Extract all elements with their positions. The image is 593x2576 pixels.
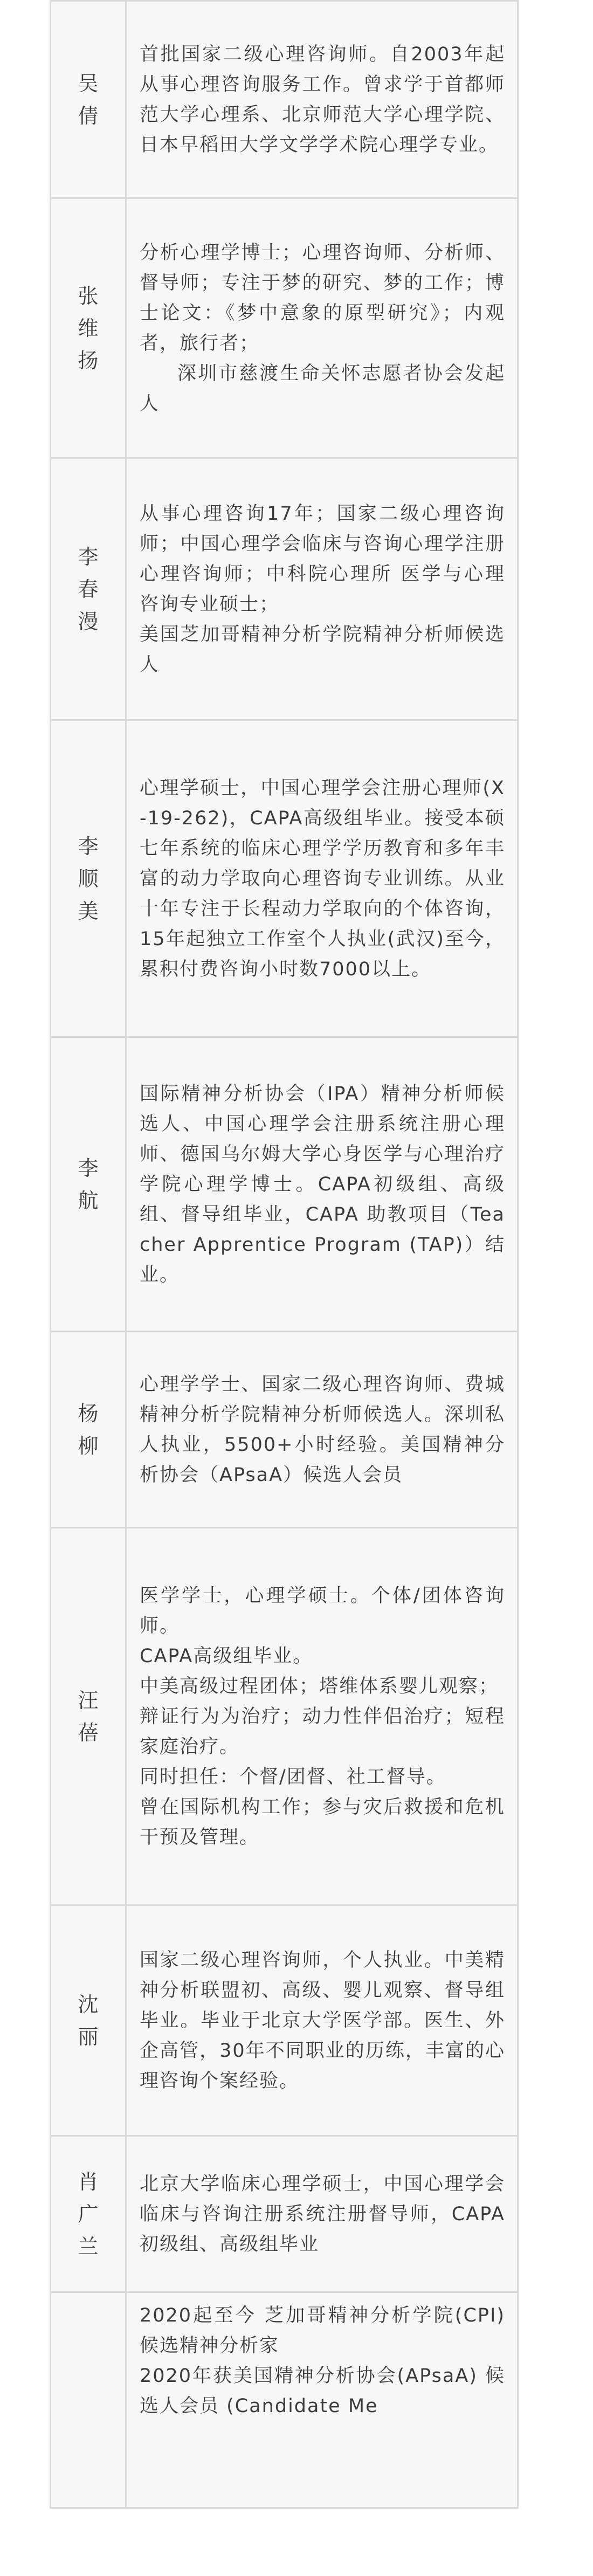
counselor-bio bbox=[126, 1037, 518, 1332]
counselor-row bbox=[51, 1905, 518, 2136]
counselor-name-char: 兰 bbox=[78, 2234, 99, 2258]
counselor-bio-paragraph: 心理学硕士，中国心理学会注册心理师(X-19-262)，CAPA高级组毕业。接受本硕七年系统的临床心理学学历教育和多年丰富的动力学取向心理咨询专业训练。从业十年专注于长程动力学取向的个体咨询，15年起独立工作室个人执业(武汉)至今，累积付费咨询小时数7000以上。 bbox=[140, 777, 505, 980]
counselor-bio bbox=[126, 1528, 518, 1905]
counselor-bio-paragraph: 心理学学士、国家二级心理咨询师、费城精神分析学院精神分析师候选人。深圳私人执业，5500+小时经验。美国精神分析协会（APsaA）候选人会员 bbox=[140, 1373, 505, 1486]
counselor-name-char: 顺 bbox=[78, 866, 99, 891]
counselor-row bbox=[51, 1528, 518, 1905]
counselor-row bbox=[51, 458, 518, 720]
counselor-row bbox=[51, 198, 518, 458]
counselor-bio bbox=[126, 720, 518, 1037]
counselor-table bbox=[50, 0, 519, 2509]
counselor-bio-paragraph: 医学学士，心理学硕士。个体/团体咨询师。 bbox=[140, 1585, 505, 1637]
counselor-name-char: 扬 bbox=[78, 348, 99, 373]
counselor-bio-paragraph: 北京大学临床心理学硕士，中国心理学会临床与咨询注册系统注册督导师，CAPA初级组、高级组毕业 bbox=[140, 2173, 505, 2255]
counselor-bio bbox=[126, 458, 518, 720]
counselor-bio-paragraph: 深圳市慈渡生命关怀志愿者协会发起人 bbox=[140, 362, 505, 415]
counselor-name bbox=[51, 1037, 126, 1332]
counselor-name bbox=[51, 458, 126, 720]
counselor-row bbox=[51, 2292, 518, 2508]
counselor-row bbox=[51, 2136, 518, 2292]
counselor-name-char: 杨 bbox=[78, 1401, 99, 1425]
counselor-table-grid bbox=[50, 0, 519, 2509]
counselor-bio bbox=[126, 2136, 518, 2292]
counselor-name-char: 李 bbox=[78, 1156, 99, 1180]
counselor-name-char: 航 bbox=[78, 1188, 99, 1213]
counselor-name bbox=[51, 198, 126, 458]
counselor-name bbox=[51, 2136, 126, 2292]
counselor-name-char: 吴 bbox=[78, 71, 99, 95]
counselor-bio bbox=[126, 198, 518, 458]
counselor-table-body bbox=[51, 1, 518, 2508]
counselor-bio-paragraph: 辩证行为为治疗；动力性伴侣治疗；短程家庭治疗。 bbox=[140, 1705, 505, 1758]
counselor-bio-paragraph: 首批国家二级心理咨询师。自2003年起从事心理咨询服务工作。曾求学于首都师范大学心理系、北京师范大学心理学院、日本早稻田大学文学学术院心理学专业。 bbox=[140, 43, 505, 156]
counselor-bio-paragraph: CAPA高级组毕业。 bbox=[140, 1645, 313, 1667]
counselor-name-char: 柳 bbox=[78, 1434, 99, 1458]
counselor-name bbox=[51, 2292, 126, 2508]
counselor-row bbox=[51, 720, 518, 1037]
counselor-name-char: 沈 bbox=[78, 1992, 99, 2016]
counselor-name bbox=[51, 1905, 126, 2136]
counselor-bio-paragraph: 分析心理学博士；心理咨询师、分析师、督导师；专注于梦的研究、梦的工作；博士论文：《梦中意象的原型研究》；内观者，旅行者； bbox=[140, 242, 505, 354]
counselor-name-char: 张 bbox=[78, 284, 99, 308]
counselor-bio bbox=[126, 1, 518, 198]
counselor-bio bbox=[126, 1905, 518, 2136]
counselor-name-char: 倩 bbox=[78, 104, 99, 128]
counselor-name-char: 广 bbox=[78, 2202, 99, 2226]
counselor-bio-paragraph: 中美高级过程团体；塔维体系婴儿观察； bbox=[140, 1675, 499, 1697]
counselor-name-char: 李 bbox=[78, 834, 99, 858]
counselor-name bbox=[51, 1, 126, 198]
counselor-name-char: 丽 bbox=[78, 2024, 99, 2049]
counselor-name bbox=[51, 720, 126, 1037]
counselor-name bbox=[51, 1528, 126, 1905]
counselor-name-char: 春 bbox=[78, 577, 99, 601]
counselor-bio-paragraph: 美国芝加哥精神分析学院精神分析师候选人 bbox=[140, 623, 505, 676]
counselor-bio-paragraph: 国际精神分析协会（IPA）精神分析师候选人、中国心理学会注册系统注册心理师、德国乌尔姆大学心身医学与心理治疗学院心理学博士。CAPA初级组、高级组、督导组毕业，CAPA 助教项目（Teacher Apprentice Program (TAP)）结业。 bbox=[140, 1083, 505, 1286]
counselor-row bbox=[51, 1, 518, 198]
counselor-bio-paragraph: 国家二级心理咨询师，个人执业。中美精神分析联盟初、高级、婴儿观察、督导组毕业。毕业于北京大学医学部。医生、外企高管，30年不同职业的历练，丰富的心理咨询个案经验。 bbox=[140, 1949, 505, 2092]
counselor-bio-paragraph: 从事心理咨询17年；国家二级心理咨询师；中国心理学会临床与咨询心理学注册心理咨询师；中科院心理所 医学与心理咨询专业硕士； bbox=[140, 502, 505, 615]
counselor-bio bbox=[126, 2292, 518, 2508]
counselor-row bbox=[51, 1332, 518, 1528]
counselor-name-char: 汪 bbox=[78, 1688, 99, 1712]
counselor-name-char: 美 bbox=[78, 899, 99, 923]
counselor-bio-paragraph: 2020起至今 芝加哥精神分析学院(CPI)候选精神分析家 bbox=[140, 2305, 505, 2357]
counselor-name bbox=[51, 1332, 126, 1528]
counselor-row bbox=[51, 1037, 518, 1332]
counselor-bio bbox=[126, 1332, 518, 1528]
counselor-name-char: 李 bbox=[78, 545, 99, 569]
counselor-bio-paragraph: 2020年获美国精神分析协会(APsaA) 候选人会员 (Candidate Me bbox=[140, 2365, 505, 2417]
counselor-name-char: 维 bbox=[78, 316, 99, 340]
counselor-bio-paragraph: 曾在国际机构工作；参与灾后救援和危机干预及管理。 bbox=[140, 1796, 505, 1848]
counselor-bio-paragraph: 同时担任：个督/团督、社工督导。 bbox=[140, 1766, 446, 1788]
counselor-name-char: 漫 bbox=[78, 609, 99, 633]
counselor-name-char: 蓓 bbox=[78, 1720, 99, 1745]
counselor-name-char: 肖 bbox=[78, 2169, 99, 2194]
